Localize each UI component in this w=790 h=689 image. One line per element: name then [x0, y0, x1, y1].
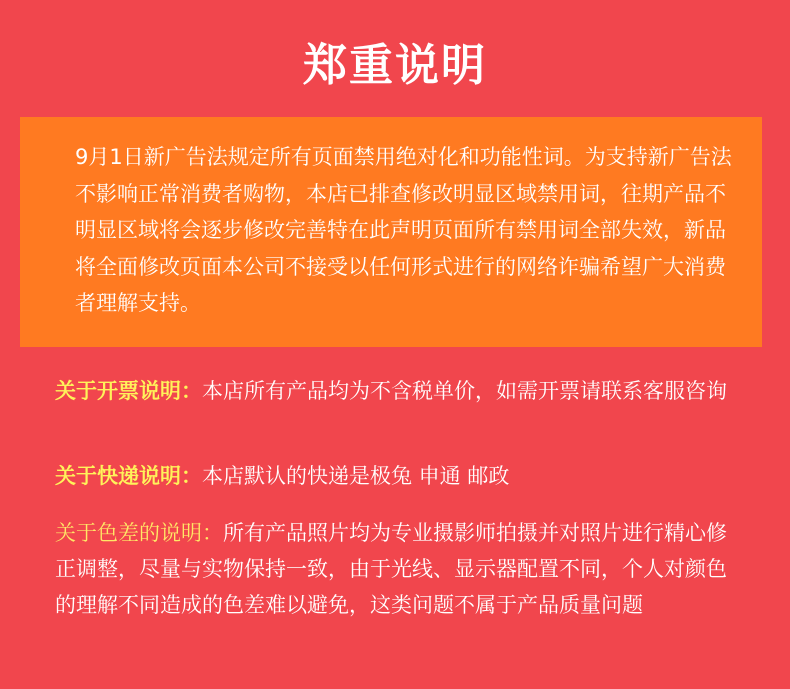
color-difference-section	[55, 515, 745, 623]
page-title: 郑重说明	[303, 40, 487, 91]
express-text: 本店默认的快递是极兔 申通 邮政	[202, 464, 510, 488]
ad-law-notice-text: 9月1日新广告法规定所有页面禁用绝对化和功能性词。为支持新广告法不影响正常消费者购物，本店已排查修改明显区域禁用词，往期产品不明显区域将会逐步修改完善特在此声明页面所有禁用词全部失效，新品将全面修改页面本公司不接受以任何形式进行的网络诈骗希望广大消费者理解支持。	[75, 145, 732, 315]
invoice-text: 本店所有产品均为不含税单价，如需开票请联系客服咨询	[202, 379, 727, 403]
color-difference-label: 关于色差的说明：	[55, 521, 223, 545]
ad-law-notice-box	[20, 117, 762, 347]
express-section	[55, 458, 745, 494]
invoice-label: 关于开票说明：	[55, 379, 202, 403]
invoice-section	[55, 373, 745, 409]
express-label: 关于快递说明：	[55, 464, 202, 488]
color-difference-text: 所有产品照片均为专业摄影师拍摄并对照片进行精心修正调整，尽量与实物保持一致，由于光线、显示器配置不同，个人对颜色的理解不同造成的色差难以避免，这类问题不属于产品质量问题	[55, 521, 727, 617]
